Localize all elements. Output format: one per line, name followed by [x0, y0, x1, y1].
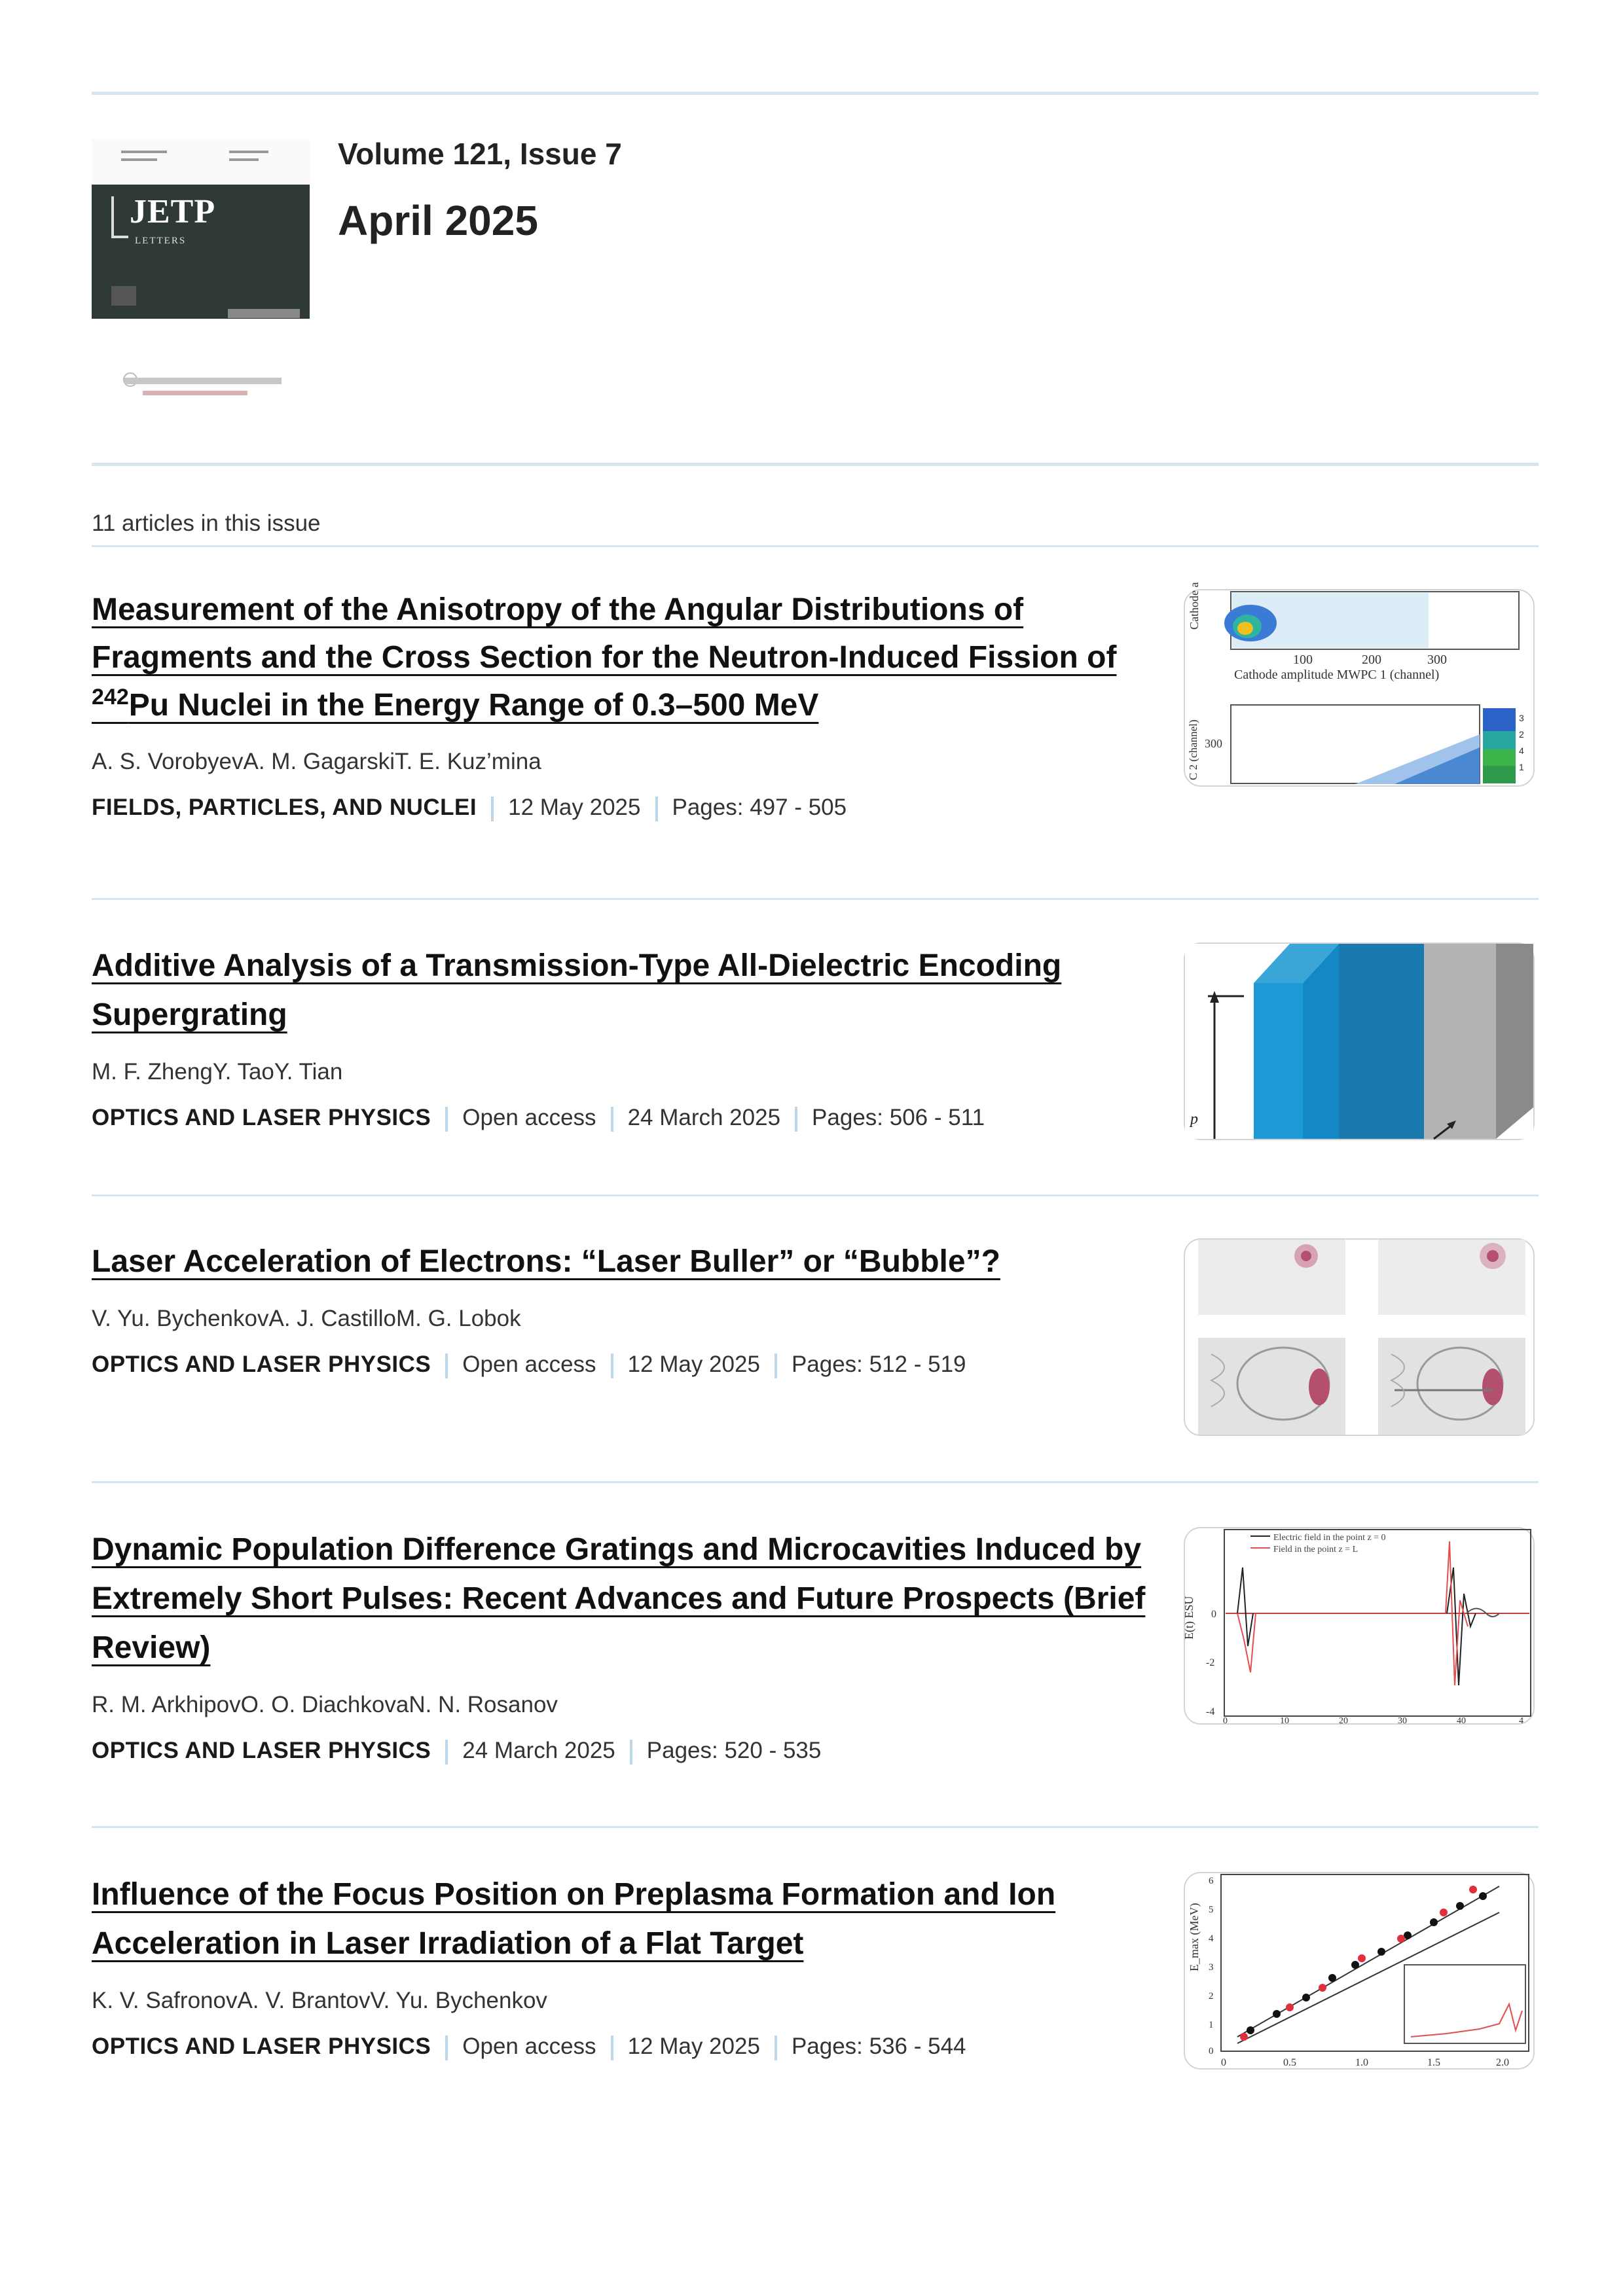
header-divider [92, 463, 1539, 466]
tick-label: 0 [1223, 1716, 1228, 1726]
article-section[interactable]: OPTICS AND LASER PHYSICS [92, 1738, 431, 1763]
article-item [92, 1525, 1152, 1765]
axis-label: Cathode a [1188, 582, 1201, 630]
tick-label: 30 [1398, 1716, 1407, 1726]
legend-label: Electric field in the point z = 0 [1273, 1533, 1386, 1543]
tick-label: 6 [1209, 1876, 1214, 1886]
cover-bar [228, 309, 300, 318]
tick-label: 4 [1519, 1716, 1523, 1726]
title-text-end: Pu Nuclei in the Energy Range of 0.3–500 MeV [128, 688, 819, 723]
meta-separator [445, 1740, 448, 1765]
articles-count: 11 articles in this issue [92, 511, 321, 536]
article-title [92, 1525, 1152, 1672]
article-pages: Pages: 520 - 535 [646, 1738, 822, 1763]
article-meta [92, 2034, 1152, 2060]
tick-label: 1.5 [1427, 2057, 1440, 2068]
tick-label: 300 [1205, 737, 1222, 750]
journal-cover-image[interactable] [92, 139, 310, 433]
tick-label: 0.5 [1283, 2057, 1296, 2068]
article-section[interactable]: OPTICS AND LASER PHYSICS [92, 1352, 431, 1377]
article-title-link[interactable]: Influence of the Focus Position on Preplasma Formation and Ion Acceleration in Laser Irradiation of a Flat Target [92, 1877, 1056, 1961]
cover-logo-mark [111, 196, 128, 238]
tick-label: 1.0 [1355, 2057, 1368, 2068]
axis-label: Cathode amplitude MWPC 1 (channel) [1234, 668, 1440, 682]
article-date: 24 March 2025 [462, 1738, 615, 1763]
tick-label: 4 [1209, 1933, 1214, 1944]
meta-separator [630, 1740, 632, 1765]
list-divider [92, 545, 1539, 547]
article-item [92, 586, 1152, 821]
tick-label: 0 [1211, 1609, 1216, 1620]
tick-label: 5 [1209, 1905, 1214, 1915]
axis-label: C 2 (channel) [1187, 719, 1199, 780]
article-authors: V. Yu. BychenkovA. J. CastilloM. G. Lobok [92, 1306, 521, 1331]
article-section[interactable]: OPTICS AND LASER PHYSICS [92, 1105, 431, 1130]
article-title [92, 1237, 1152, 1286]
article-date: 24 March 2025 [627, 1105, 781, 1130]
article-title [92, 586, 1152, 729]
meta-separator [491, 797, 494, 821]
tick-label: 3 [1209, 1962, 1214, 1973]
article-authors: A. S. VorobyevA. M. GagarskiT. E. Kuz’mina [92, 749, 541, 774]
tick-label: 1 [1209, 2020, 1214, 2030]
legend-label: 2 [1519, 729, 1524, 740]
article-thumbnail[interactable] [1184, 1527, 1535, 1725]
article-meta [92, 795, 1152, 821]
article-authors: M. F. ZhengY. TaoY. Tian [92, 1059, 343, 1085]
issue-date: April 2025 [338, 197, 538, 244]
article-section[interactable]: OPTICS AND LASER PHYSICS [92, 2034, 431, 2059]
article-item [92, 1237, 1152, 1378]
article-pages: Pages: 497 - 505 [672, 795, 847, 820]
meta-separator [445, 2036, 448, 2060]
article-authors: K. V. SafronovA. V. BrantovV. Yu. Bychenkov [92, 1988, 547, 2013]
legend-label: 4 [1519, 745, 1524, 756]
article-pages: Pages: 506 - 511 [812, 1105, 985, 1130]
article-thumbnail[interactable] [1184, 582, 1535, 787]
cover-header [92, 139, 310, 185]
title-text: Measurement of the Anisotropy of the Angular Distributions of Fragments and the Cross Section for the Neutron-Induced Fission of [92, 592, 1117, 675]
meta-separator [775, 2036, 777, 2060]
article-title-link[interactable]: Dynamic Population Difference Gratings and Microcavities Induced by Extremely Short Pulses: Recent Advances and Future Prospects (Brief Review) [92, 1532, 1146, 1665]
legend-label: Field in the point z = L [1273, 1545, 1359, 1554]
tick-label: 0 [1209, 2046, 1214, 2056]
meta-separator [795, 1107, 797, 1132]
meta-separator [611, 1107, 613, 1132]
top-divider [92, 92, 1539, 95]
tick-label: 300 [1427, 653, 1447, 667]
cover-emblem [111, 286, 136, 306]
tick-label: -4 [1206, 1706, 1215, 1717]
article-title-link[interactable]: Laser Acceleration of Electrons: “Laser Buller” or “Bubble”? [92, 1244, 1000, 1279]
thumbnail-scatter-plots [1185, 582, 1533, 785]
access-badge: Open access [462, 1352, 596, 1377]
article-meta [92, 1738, 1152, 1765]
tick-label: 0 [1221, 2057, 1226, 2068]
tick-label: 10 [1280, 1716, 1289, 1726]
meta-separator [445, 1354, 448, 1378]
article-authors: R. M. ArkhipovO. O. DiachkovaN. N. Rosanov [92, 1692, 558, 1717]
publisher-line [124, 378, 282, 384]
thumbnail-ion-energy-plot [1185, 1873, 1533, 2068]
volume-issue: Volume 121, Issue 7 [338, 137, 622, 171]
thumbnail-field-plot [1182, 1528, 1533, 1726]
tick-label: 2.0 [1496, 2057, 1509, 2068]
thumbnail-simulation-panels [1185, 1240, 1533, 1435]
article-pages: Pages: 536 - 544 [791, 2034, 966, 2059]
thumbnail-grating-diagram [1185, 944, 1533, 1139]
meta-separator [611, 1354, 613, 1378]
article-item [92, 1870, 1152, 2060]
article-divider [92, 898, 1539, 900]
article-date: 12 May 2025 [627, 1352, 760, 1377]
tick-label: 20 [1339, 1716, 1348, 1726]
tick-label: 200 [1362, 653, 1381, 667]
article-title [92, 941, 1152, 1039]
article-section[interactable]: FIELDS, PARTICLES, AND NUCLEI [92, 795, 477, 820]
legend-label: 3 [1519, 713, 1524, 723]
legend-label: 1 [1519, 762, 1524, 772]
meta-separator [775, 1354, 777, 1378]
article-title-link[interactable] [92, 592, 1116, 723]
title-superscript: 242 [92, 685, 129, 709]
publisher-line-2 [143, 391, 247, 395]
article-title-link[interactable]: Additive Analysis of a Transmission-Type All-Dielectric Encoding Supergrating [92, 948, 1062, 1032]
meta-separator [611, 2036, 613, 2060]
article-divider [92, 1826, 1539, 1828]
axis-label: E_max (MeV) [1188, 1903, 1201, 1971]
article-thumbnail[interactable] [1184, 1238, 1535, 1436]
article-divider [92, 1194, 1539, 1196]
access-badge: Open access [462, 2034, 596, 2059]
article-date: 12 May 2025 [627, 2034, 760, 2059]
meta-separator [445, 1107, 448, 1132]
tick-label: 40 [1457, 1716, 1466, 1726]
article-thumbnail[interactable] [1184, 1872, 1535, 2070]
tick-label: 100 [1293, 653, 1313, 667]
cover-logo-subtitle: LETTERS [135, 236, 187, 246]
article-pages: Pages: 512 - 519 [791, 1352, 966, 1377]
article-item [92, 941, 1152, 1132]
article-title [92, 1870, 1152, 1968]
svg-text:p: p [1190, 1111, 1198, 1128]
cover-logo: JETP [130, 193, 216, 230]
axis-label: E(t) ESU [1182, 1596, 1195, 1640]
article-meta [92, 1105, 1152, 1132]
tick-label: 2 [1209, 1991, 1214, 2001]
tick-label: -2 [1206, 1657, 1215, 1668]
article-date: 12 May 2025 [508, 795, 641, 820]
article-divider [92, 1481, 1539, 1483]
article-thumbnail[interactable] [1184, 942, 1535, 1140]
meta-separator [655, 797, 658, 821]
article-meta [92, 1352, 1152, 1378]
access-badge: Open access [462, 1105, 596, 1130]
